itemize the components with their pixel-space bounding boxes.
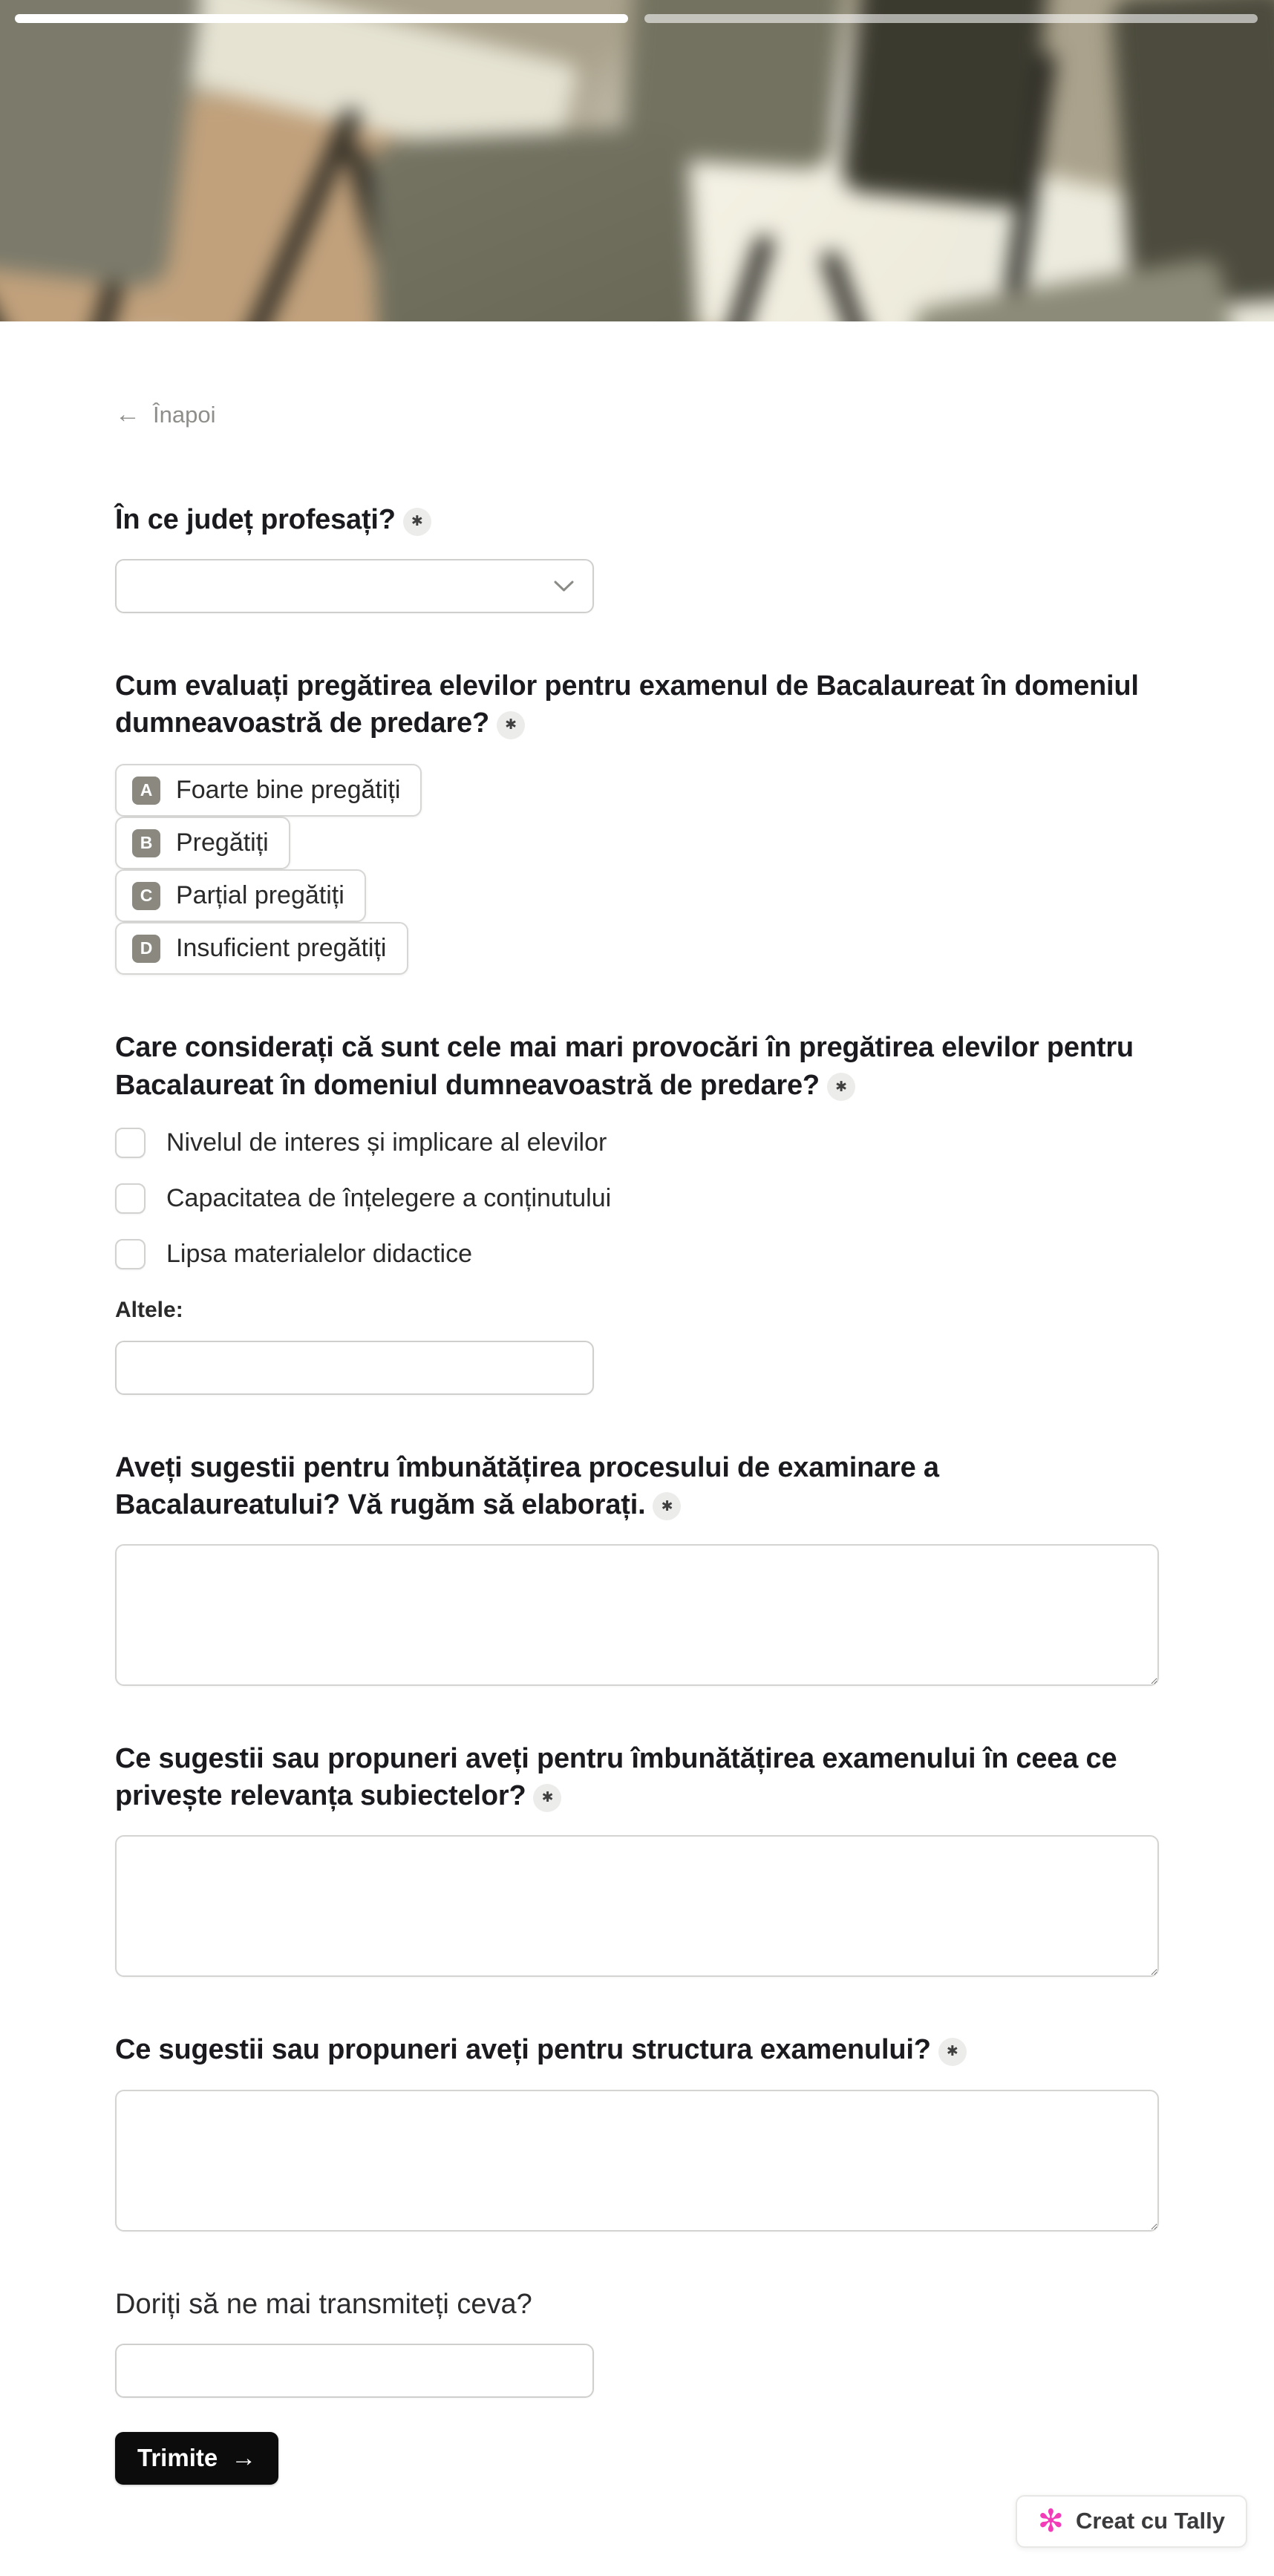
option-insuficient-pregatiti[interactable] [115, 922, 408, 975]
checkbox-nivel-interes[interactable] [115, 1128, 1159, 1158]
checkbox-icon[interactable] [115, 1128, 146, 1158]
checkbox-icon[interactable] [115, 1239, 146, 1269]
question-title: Aveți sugestii pentru îmbunătățirea procesului de examinare a Bacalaureatului? Vă rugăm să elaborați. ✱ [115, 1451, 939, 1520]
back-link[interactable] [115, 402, 215, 428]
required-asterisk-icon: ✱ [938, 2038, 967, 2066]
progress-segment-2 [644, 14, 1258, 23]
required-asterisk-icon: ✱ [403, 508, 431, 536]
submit-button-label: Trimite [137, 2444, 218, 2472]
option-key-badge: D [132, 935, 160, 963]
option-key-badge: C [132, 882, 160, 910]
required-asterisk-icon: ✱ [533, 1784, 561, 1812]
sugestii-proces-textarea[interactable] [115, 1544, 1159, 1686]
other-option-label: Altele: [115, 1297, 183, 1322]
checkbox-options [115, 1128, 1159, 1269]
checkbox-label: Lipsa materialelor didactice [166, 1239, 472, 1268]
question-sugestii-proces [115, 1449, 1159, 1686]
question-judet [115, 501, 1159, 613]
checkbox-label: Nivelul de interes și implicare al elevilor [166, 1128, 607, 1157]
tally-logo-icon: ✻ [1037, 2503, 1064, 2539]
sugestii-relevanta-textarea[interactable] [115, 1835, 1159, 1977]
arrow-right-icon: → [231, 2444, 257, 2473]
sugestii-structura-textarea[interactable] [115, 2090, 1159, 2232]
footer [0, 2485, 1274, 2576]
required-asterisk-icon: ✱ [497, 711, 525, 739]
submit-button[interactable] [115, 2432, 278, 2485]
question-altceva [115, 2286, 1159, 2398]
question-title: Care considerați că sunt cele mai mari provocări în pregătirea elevilor pentru Bacalaureat în domeniul dumneavoastră de predare? ✱ [115, 1032, 1134, 1101]
header-image [0, 0, 1274, 321]
option-label: Insuficient pregătiți [176, 934, 387, 963]
question-provocari [115, 1029, 1159, 1394]
question-sugestii-relevanta [115, 1740, 1159, 1977]
checkbox-capacitate-intelegere[interactable] [115, 1183, 1159, 1214]
choice-options [115, 764, 1159, 975]
progress-bar [15, 14, 1258, 23]
option-label: Foarte bine pregătiți [176, 776, 401, 805]
altceva-input[interactable] [115, 2344, 594, 2398]
required-asterisk-icon: ✱ [827, 1073, 855, 1101]
classroom-photo-art [0, 0, 1274, 321]
made-with-tally-badge[interactable] [1016, 2495, 1247, 2548]
judet-select[interactable] [115, 559, 594, 613]
option-partial-pregatiti[interactable] [115, 869, 366, 922]
tally-badge-label: Creat cu Tally [1075, 2508, 1225, 2534]
question-evaluare [115, 667, 1159, 975]
question-title: Doriți să ne mai transmiteți ceva? [115, 2288, 532, 2320]
required-asterisk-icon: ✱ [653, 1492, 681, 1520]
option-label: Pregătiți [176, 828, 269, 857]
question-title: În ce județ profesați? ✱ [115, 501, 1159, 538]
checkbox-lipsa-materiale[interactable] [115, 1239, 1159, 1269]
progress-segment-1 [15, 14, 628, 23]
other-option-input[interactable] [115, 1341, 594, 1395]
back-arrow-icon: ← [115, 400, 140, 428]
question-sugestii-structura [115, 2031, 1159, 2231]
option-key-badge: A [132, 777, 160, 805]
checkbox-label: Capacitatea de înțelegere a conținutului [166, 1183, 612, 1212]
option-key-badge: B [132, 829, 160, 857]
form-content [115, 321, 1159, 2485]
question-title: Cum evaluați pregătirea elevilor pentru examenul de Bacalaureat în domeniul dumneavoastră de predare? ✱ [115, 670, 1139, 739]
chevron-down-icon [554, 581, 574, 592]
checkbox-icon[interactable] [115, 1183, 146, 1214]
question-title: Ce sugestii sau propuneri aveți pentru îmbunătățirea examenului în ceea ce privește relevanța subiectelor? ✱ [115, 1743, 1117, 1812]
back-link-label: Înapoi [153, 402, 216, 428]
option-foarte-bine-pregatiti[interactable] [115, 764, 422, 817]
question-title: Ce sugestii sau propuneri aveți pentru structura examenului? ✱ [115, 2031, 1159, 2068]
option-pregatiti[interactable] [115, 817, 290, 869]
option-label: Parțial pregătiți [176, 881, 344, 910]
